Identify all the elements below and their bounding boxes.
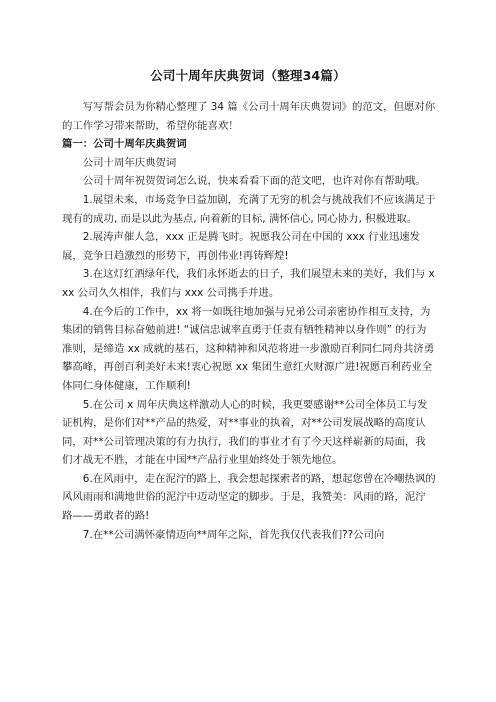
paragraph: 公司十周年祝贺贺词怎么说，快来看看下面的范文吧，也许对你有帮助哦。 bbox=[82, 175, 426, 188]
paragraph: 6.在风雨中，走在泥泞的路上，我会想起探索者的路，想起您曾在冷嘲热讽的风风雨雨和满地世俗的泥泞中迈动坚定的脚步。于是，我赞美：风雨的路，泥泞路——勇敢者的路! bbox=[62, 472, 436, 523]
section-heading: 篇一：公司十周年庆典贺词 bbox=[62, 138, 187, 151]
paragraph: 公司十周年庆典贺词 bbox=[82, 156, 177, 169]
document-body bbox=[62, 98, 436, 544]
paragraph: 7.在**公司满怀豪情迈向**周年之际，首先我仅代表我们??公司向 bbox=[82, 528, 385, 541]
paragraph: 5.在公司 x 周年庆典这样激动人心的时候，我更要感谢**公司全体员工与发证机构，是你们对**产品的热爱，对**事业的执着，对**公司发展战略的高度认同，对**公司管理决策的有力执行，我们的事业才有了今天这样崭新的局面，我们才战无不胜，才能在中国**产品行业里始终处于领先地位。 bbox=[62, 398, 428, 467]
document-title: 公司十周年庆典贺词（整理34篇） bbox=[150, 68, 346, 83]
paragraph: 2.展涛声催人急，xxx 正是腾飞时。祝愿我公司在中国的 xxx 行业迅速发展，竞争日趋激烈的形势下，再创伟业!再铸辉煌! bbox=[62, 231, 421, 262]
paragraph: 3.在这灯红酒绿年代，我们永怀逝去的日子，我们展望未来的美好，我们与 xxx 公司久久相伴，我们与 xxx 公司携手并进。 bbox=[62, 268, 435, 299]
intro-paragraph: 写写帮会员为你精心整理了 34 篇《公司十周年庆典贺词》的范文，但愿对你的工作学习带来帮助，希望你能喜欢！ bbox=[62, 101, 436, 132]
paragraph: 4.在今后的工作中，xx 将一如既往地加强与兄弟公司亲密协作相互支持，为集团的销售目标奋勉前进! “诚信忠诚率直勇于任责有牺牲精神以身作则” 的行为准则，是缔造 xx 成就的基石，这种精神和风范将进一步激励百利同仁同舟共济勇攀高峰，再创百利美好未来!衷心祝愿 xx 集团生意红火财源广进!祝愿百利药业全体同仁身体健康，工作顺利! bbox=[62, 305, 435, 392]
paragraph: 1.展望未来，市场竞争日益加剧，充满了无穷的机会与挑战我们不应该满足于现有的成功, 而是以此为基点, 向着新的目标, 满怀信心, 同心协力, 积极进取。 bbox=[62, 193, 436, 225]
